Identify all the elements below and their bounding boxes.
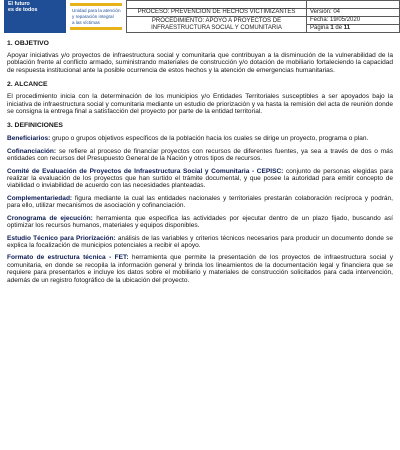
definition-term: Formato de estructura técnica - FET:: [7, 254, 129, 262]
document-header: [0, 0, 400, 34]
definition-text: figura mediante la cual las entidades nacionales y territoriales prestarán colaboración recíproca y podrán, para ello, utilizar mecanismos de asociación y cofinanciación.: [7, 194, 393, 210]
definition-item: [7, 254, 393, 284]
definition-item: [7, 135, 393, 142]
procedure-cell: [127, 17, 307, 33]
definition-item: [7, 215, 393, 230]
process-cell: PROCESO: PREVENCION DE HECHOS VICTIMIZANTES: [127, 9, 307, 17]
section-text-alcance: El procedimiento inicia con la determinación de los municipios y/o Entidades Territoriales susceptibles a ser apoyados bajo la iniciativa de infraestructura social y comunitaria mediante un estudio de priorización y va hasta la remisión del acta de reunión donde se consigna la entrega final a satisfacción del proyecto por parte de la entidad territorial.: [7, 93, 393, 116]
definition-text: herramienta que especifica las actividades por ejecutar dentro de un plazo fijado, buscando así optimizar los recursos humanos, materiales y equipos disponibles.: [7, 214, 393, 230]
page-prefix: Página: [310, 25, 331, 32]
page-current: 1: [330, 25, 334, 32]
document-body: [7, 40, 393, 284]
section-text-objetivo: Apoyar iniciativas y/o proyectos de infraestructura social y comunitaria que contribuyan a la disminución de la vulnerabilidad de la población frente al conflicto armado, suministrando materiales de construcción y/o dotación de mobiliario fortaleciendo la capacidad de respuesta institucional ante la posible ocurrencia de estos hechos y la atención de emergencias humanitarias.: [7, 52, 393, 74]
definition-item: [7, 235, 393, 250]
logo-stripe-top: [70, 3, 122, 6]
definition-item: [7, 148, 393, 163]
version-cell: Versión: 04: [307, 9, 400, 17]
section-heading-definiciones: 3. DEFINICIONES: [7, 122, 63, 130]
procedure-line2: INFRAESTRUCTURA SOCIAL Y COMUNITARIA: [151, 24, 282, 31]
header-top-left-cell: [127, 1, 307, 9]
definition-term: Cronograma de ejecución:: [7, 214, 93, 222]
logo-unit-line2: y reparación integral: [72, 14, 114, 19]
logo-unit-line1: Unidad para la atención: [72, 8, 121, 13]
definition-item: [7, 195, 393, 210]
logo-unit-line3: a las víctimas: [72, 20, 100, 25]
page-total: 11: [343, 25, 351, 32]
definition-term: Complementariedad:: [7, 194, 73, 202]
date-cell: Fecha: 19/05/2020: [307, 17, 400, 25]
definition-term: Comité de Evaluación de Proyectos de Infraestructura Social y Comunitaria - CEPISC:: [7, 167, 284, 175]
definition-text: grupo o grupos objetivos específicos de la población hacia los cuales se dirige un proyecto, programa o plan.: [50, 135, 369, 143]
definition-item: [7, 168, 393, 190]
definition-text: se refiere al proceso de financiar proyectos con recursos de diferentes fuentes, ya sea a través de dos o más entidades con recursos del Presupuesto General de la Nación y otros tipos de recursos.: [7, 147, 393, 163]
institution-logo: [0, 0, 126, 33]
section-heading-objetivo: 1. OBJETIVO: [7, 40, 49, 47]
header-top-right-cell: [307, 1, 400, 9]
document-control-table: [126, 0, 400, 33]
definition-text: herramienta que permite la presentación de los proyectos de infraestructura social y comunitaria, en donde se recopila la información general y brinda los lineamientos de la documentación legal y financiera que se requiere para presentarlos e incluye los datos sobre el mobiliario y materiales de construcción solicitados para cada intervención, además de un registro fotográfico de la ubicación del proyecto.: [7, 254, 393, 284]
logo-unit-name: [66, 0, 126, 33]
definition-text: análisis de las variables y criterios técnicos necesarios para producir un documento donde se explica la focalización de municipios potenciales a recibir el apoyo.: [7, 234, 393, 249]
section-heading-alcance: 2. ALCANCE: [7, 81, 48, 89]
logo-slogan-line2: es de todos: [8, 7, 38, 14]
definition-term: Estudio Técnico para Priorización:: [7, 234, 116, 242]
definition-text: conjunto de personas elegidas para realizar la evaluación de los proyectos que han surtido el trámite documental, y que posee la autoridad para emitir concepto de viabilidad o inviabilidad de acuerdo con las necesidades planteadas.: [7, 167, 393, 190]
definition-term: Cofinanciación:: [7, 147, 57, 155]
page-number-cell: [307, 25, 400, 33]
definition-term: Beneficiarios:: [7, 135, 51, 143]
logo-slogan-line1: El futuro: [8, 1, 30, 7]
logo-slogan: [8, 1, 37, 13]
procedure-line1: PROCEDIMIENTO: APOYO A PROYECTOS DE: [151, 17, 282, 24]
logo-stripe-bottom: [70, 27, 122, 30]
page-mid: de: [333, 25, 344, 32]
